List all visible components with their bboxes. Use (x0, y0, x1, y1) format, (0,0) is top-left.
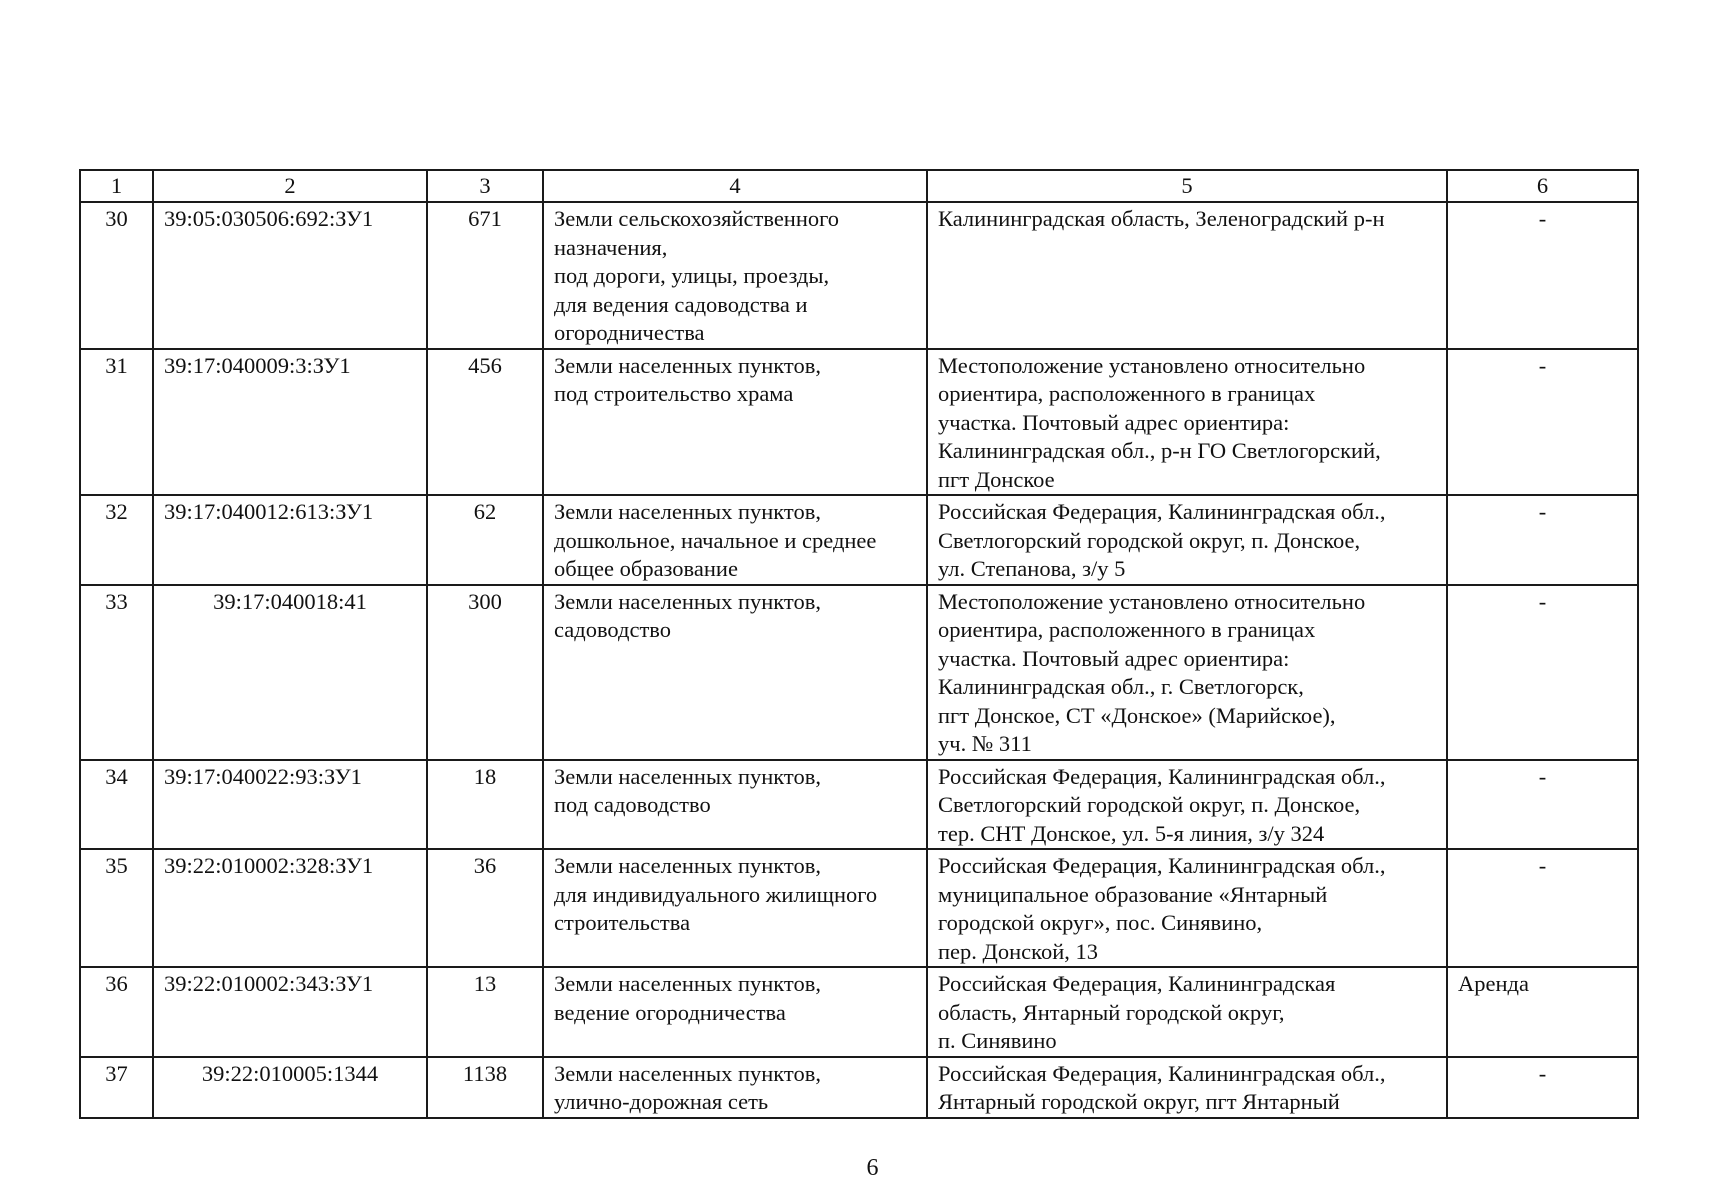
encumbrance-cell: - (1447, 495, 1638, 585)
encumbrance-cell: - (1447, 585, 1638, 760)
location-cell (927, 495, 1447, 585)
table-body (80, 202, 1638, 1118)
row-number-cell: 30 (80, 202, 153, 349)
land-category-cell-line: под дороги, улицы, проезды, (554, 263, 830, 288)
location-cell-line: городской округ», пос. Синявино, (938, 910, 1263, 935)
location-cell-line: Российская Федерация, Калининградская обл., (938, 1060, 1386, 1086)
row-number-cell: 33 (80, 585, 153, 760)
location-cell-line: область, Янтарный городской округ, (938, 999, 1285, 1025)
cadastral-number-cell: 39:17:040012:613:ЗУ1 (153, 495, 427, 585)
row-number-cell: 35 (80, 849, 153, 967)
table-row (80, 202, 1638, 349)
land-category-cell (543, 849, 927, 967)
location-cell (927, 349, 1447, 496)
location-cell-line: Светлогорский городской округ, п. Донское, (938, 792, 1361, 817)
location-cell (927, 202, 1447, 349)
location-cell-line: Калининградская обл., р-н ГО Светлогорский, (938, 438, 1381, 463)
table-header (80, 170, 1638, 202)
table-row (80, 585, 1638, 760)
area-cell: 62 (427, 495, 543, 585)
land-category-cell-line: Земли населенных пунктов, (554, 763, 821, 789)
land-category-cell-line: Земли населенных пунктов, (554, 352, 821, 378)
land-category-cell (543, 1057, 927, 1118)
land-category-cell-line: общее образование (554, 556, 738, 581)
land-category-cell-line: садоводство (554, 617, 672, 642)
location-cell-line: пгт Донское (938, 466, 1055, 492)
area-cell: 1138 (427, 1057, 543, 1118)
location-cell-line: Российская Федерация, Калининградская обл., (938, 763, 1386, 789)
header-col-6: 6 (1447, 170, 1638, 202)
location-cell-line: пер. Донской, 13 (938, 938, 1098, 964)
land-category-cell (543, 585, 927, 760)
cadastral-number-cell: 39:17:040022:93:ЗУ1 (153, 760, 427, 850)
table-row (80, 349, 1638, 496)
area-cell: 300 (427, 585, 543, 760)
land-category-cell-line: Земли населенных пунктов, (554, 588, 821, 614)
land-category-cell-line: назначения, (554, 234, 668, 260)
table-row (80, 495, 1638, 585)
location-cell-line: Светлогорский городской округ, п. Донское, (938, 527, 1361, 553)
cadastral-number-cell: 39:22:010002:328:ЗУ1 (153, 849, 427, 967)
land-category-cell-line: ведение огородничества (554, 999, 786, 1025)
table-row (80, 760, 1638, 850)
land-plots-table-container (79, 169, 1637, 1119)
location-cell-line: Российская Федерация, Калининградская обл., (938, 499, 1386, 524)
row-number-cell: 32 (80, 495, 153, 585)
encumbrance-cell: - (1447, 349, 1638, 496)
land-category-cell-line: под садоводство (554, 792, 711, 817)
location-cell-line: ул. Степанова, з/у 5 (938, 556, 1126, 581)
row-number-cell: 31 (80, 349, 153, 496)
encumbrance-cell: - (1447, 760, 1638, 850)
land-category-cell-line: Земли населенных пунктов, (554, 499, 821, 524)
location-cell-line: участка. Почтовый адрес ориентира: (938, 409, 1290, 435)
land-category-cell (543, 349, 927, 496)
header-col-2: 2 (153, 170, 427, 202)
location-cell (927, 967, 1447, 1057)
header-col-5: 5 (927, 170, 1447, 202)
encumbrance-cell: - (1447, 1057, 1638, 1118)
header-col-1: 1 (80, 170, 153, 202)
area-cell: 671 (427, 202, 543, 349)
land-category-cell (543, 202, 927, 349)
encumbrance-cell: - (1447, 849, 1638, 967)
row-number-cell: 37 (80, 1057, 153, 1118)
encumbrance-cell: - (1447, 202, 1638, 349)
page-number: 6 (866, 1155, 879, 1181)
location-cell-line: Местоположение установлено относительно (938, 588, 1366, 614)
cadastral-number-cell: 39:22:010002:343:ЗУ1 (153, 967, 427, 1057)
location-cell-line: тер. СНТ Донское, ул. 5-я линия, з/у 324 (938, 820, 1325, 846)
area-cell: 13 (427, 967, 543, 1057)
location-cell-line: ориентира, расположенного в границах (938, 381, 1316, 406)
land-category-cell-line: Земли населенных пунктов, (554, 853, 821, 878)
land-category-cell-line: под строительство храма (554, 381, 794, 406)
land-category-cell (543, 967, 927, 1057)
land-category-cell-line: Земли населенных пунктов, (554, 971, 821, 996)
land-category-cell (543, 760, 927, 850)
area-cell: 18 (427, 760, 543, 850)
table-row (80, 967, 1638, 1057)
land-category-cell-line: улично-дорожная сеть (554, 1089, 769, 1114)
row-number-cell: 34 (80, 760, 153, 850)
location-cell-line: п. Синявино (938, 1028, 1057, 1053)
location-cell-line: Российская Федерация, Калининградская обл., (938, 853, 1386, 878)
location-cell (927, 585, 1447, 760)
location-cell-line: ориентира, расположенного в границах (938, 617, 1316, 642)
cadastral-number-cell: 39:22:010005:1344 (153, 1057, 427, 1118)
header-col-4: 4 (543, 170, 927, 202)
header-row (80, 170, 1638, 202)
land-category-cell-line: для ведения садоводства и (554, 291, 808, 317)
location-cell-line: Российская Федерация, Калининградская (938, 971, 1336, 996)
location-cell-line: Местоположение установлено относительно (938, 352, 1366, 378)
land-plots-table (79, 169, 1639, 1119)
location-cell (927, 849, 1447, 967)
area-cell: 456 (427, 349, 543, 496)
location-cell (927, 1057, 1447, 1118)
land-category-cell-line: Земли населенных пунктов, (554, 1060, 821, 1086)
land-category-cell (543, 495, 927, 585)
location-cell-line: участка. Почтовый адрес ориентира: (938, 645, 1290, 671)
land-category-cell-line: дошкольное, начальное и среднее (554, 527, 877, 553)
area-cell: 36 (427, 849, 543, 967)
cadastral-number-cell: 39:05:030506:692:ЗУ1 (153, 202, 427, 349)
location-cell-line: муниципальное образование «Янтарный (938, 881, 1328, 907)
cadastral-number-cell: 39:17:040018:41 (153, 585, 427, 760)
location-cell-line: Янтарный городской округ, пгт Янтарный (938, 1089, 1340, 1114)
table-row (80, 849, 1638, 967)
land-category-cell-line: огородничества (554, 320, 705, 345)
land-category-cell-line: Земли сельскохозяйственного (554, 206, 840, 231)
row-number-cell: 36 (80, 967, 153, 1057)
land-category-cell-line: для индивидуального жилищного (554, 881, 878, 907)
land-category-cell-line: строительства (554, 910, 691, 935)
location-cell-line: пгт Донское, СТ «Донское» (Марийское), (938, 702, 1336, 728)
location-cell (927, 760, 1447, 850)
location-cell-line: Калининградская область, Зеленоградский р-н (938, 206, 1385, 231)
location-cell-line: Калининградская обл., г. Светлогорск, (938, 674, 1304, 699)
header-col-3: 3 (427, 170, 543, 202)
location-cell-line: уч. № 311 (938, 731, 1032, 756)
cadastral-number-cell: 39:17:040009:3:ЗУ1 (153, 349, 427, 496)
encumbrance-cell: Аренда (1447, 967, 1638, 1057)
table-row (80, 1057, 1638, 1118)
